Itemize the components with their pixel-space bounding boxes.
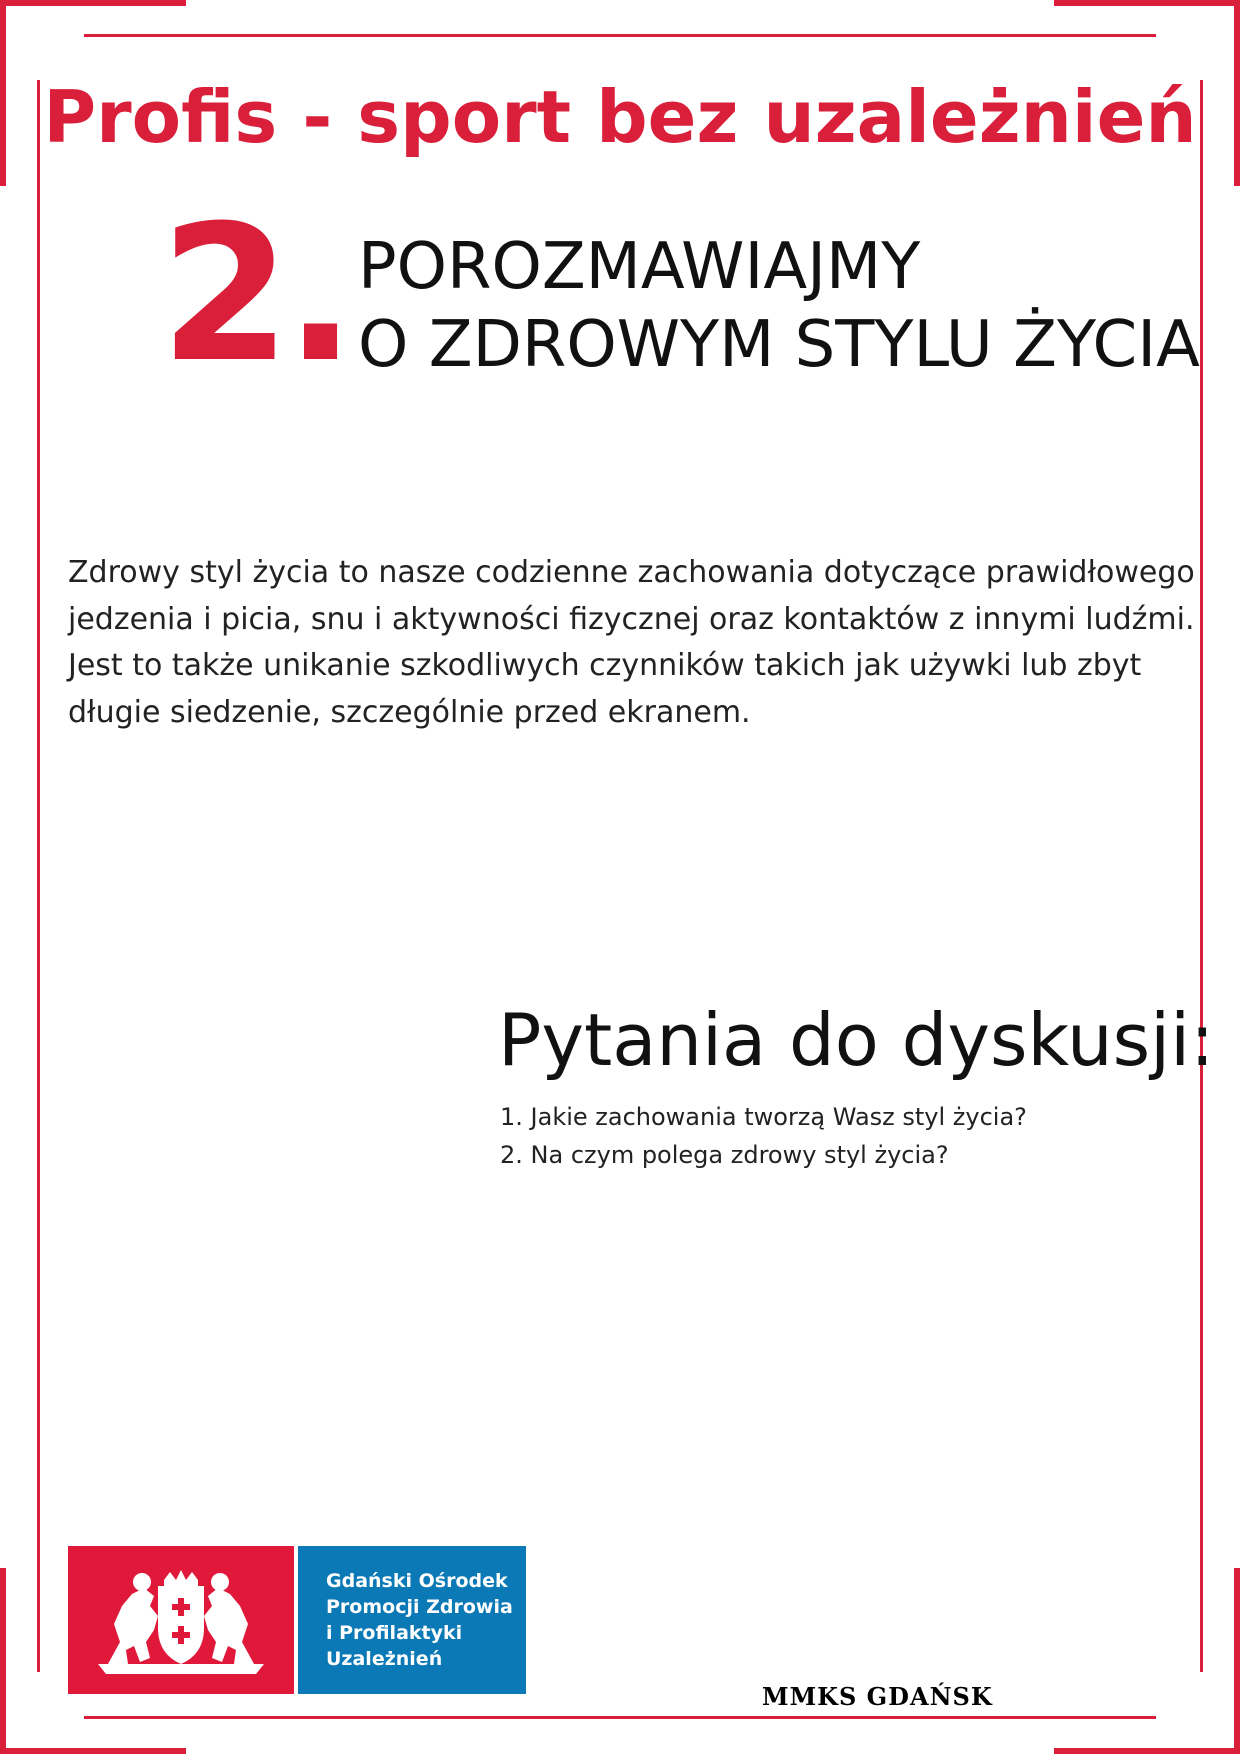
frame-bottom-rule [84, 1716, 1156, 1719]
question-item: 2. Na czym polega zdrowy styl życia? [500, 1141, 949, 1169]
discussion-heading: Pytania do dyskusji: [498, 998, 1215, 1082]
frame-corner-top-right-h [1054, 0, 1240, 6]
frame-corner-top-left-h [0, 0, 186, 6]
frame-left-rule [37, 80, 40, 1672]
topic-heading [358, 228, 1200, 384]
topic-line-1: POROZMAWIAJMY [358, 230, 921, 304]
frame-top-rule [84, 34, 1156, 37]
logo-text-line: i Profilaktyki [326, 1622, 463, 1644]
frame-corner-bottom-left-h [0, 1748, 186, 1754]
frame-corner-bottom-right-v [1234, 1568, 1240, 1754]
logo-text-line: Promocji Zdrowia [326, 1596, 513, 1618]
logo-text-line: Gdański Ośrodek [326, 1570, 508, 1592]
frame-right-rule [1200, 80, 1203, 1672]
topic-line-2: O ZDROWYM STYLU ŻYCIA [358, 308, 1200, 382]
page-title: Profis - sport bez uzależnień [43, 75, 1197, 159]
logo-text-line: Uzależnień [326, 1648, 443, 1670]
organization-logo [68, 1546, 526, 1694]
discussion-questions [500, 1098, 1027, 1174]
topic-number: 2. [160, 185, 351, 404]
gdansk-coat-of-arms-icon [68, 1546, 294, 1694]
intro-paragraph: Zdrowy styl życia to nasze codzienne zachowania dotyczące prawidłowego jedzenia i picia, snu i aktywności fizycznej oraz kontaktów z innymi ludźmi. Jest to także unikanie szkodliwych czynników takich jak używki lub zbyt długie siedzenie, szczególnie przed ekranem. [68, 555, 1195, 730]
frame-corner-bottom-right-h [1054, 1748, 1240, 1754]
logo-text-block [298, 1546, 526, 1694]
club-name: MMKS GDAŃSK [762, 1682, 993, 1711]
frame-corner-bottom-left-v [0, 1568, 6, 1754]
question-item: 1. Jakie zachowania tworzą Wasz styl życia? [500, 1103, 1027, 1131]
